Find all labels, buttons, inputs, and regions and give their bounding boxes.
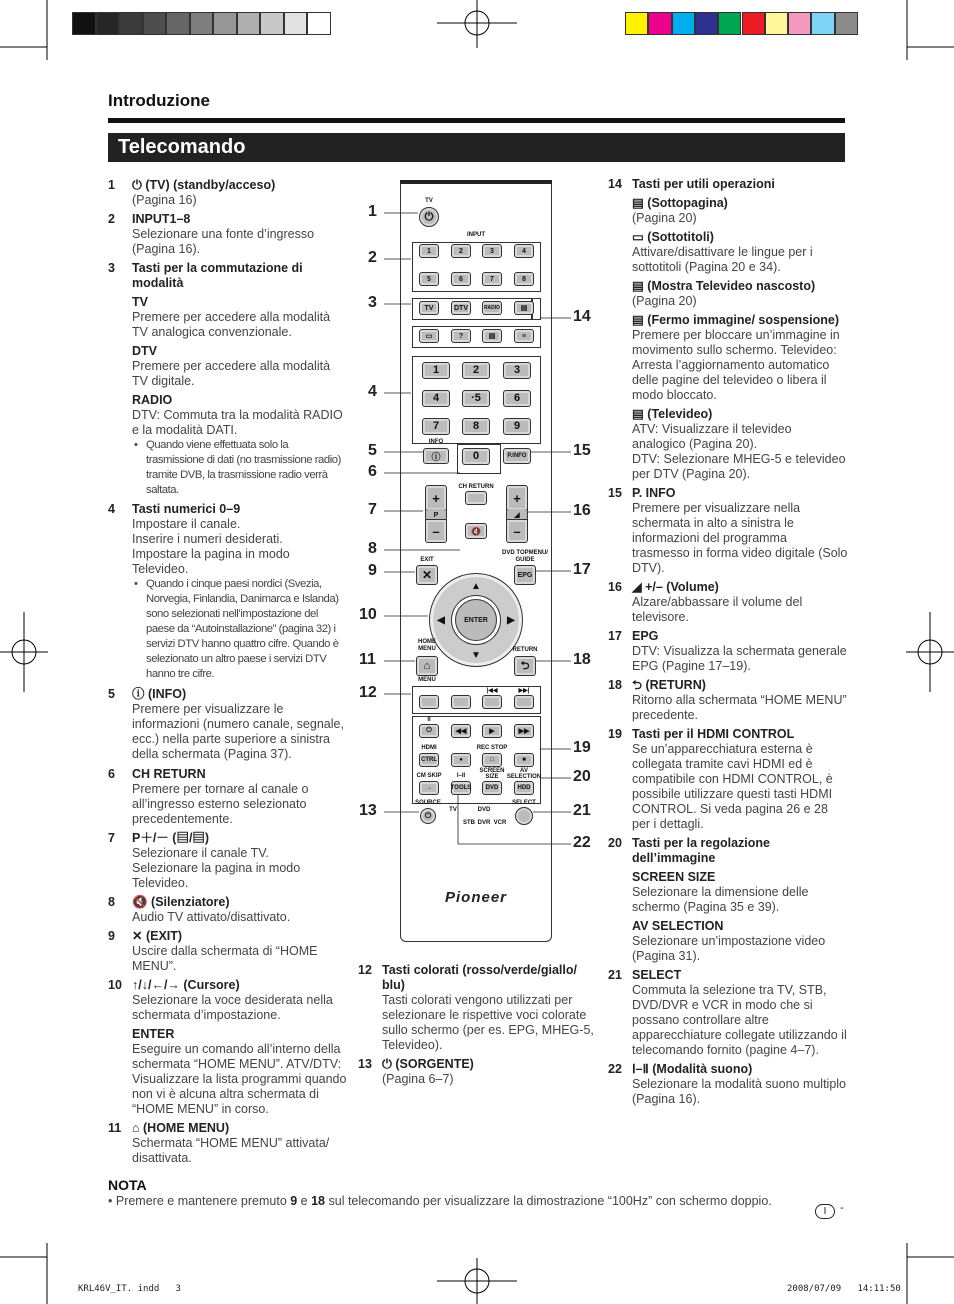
- item-title: ⏻ (SORGENTE): [382, 1057, 474, 1071]
- item-text: Selezionare la modalità suono multiplo (Pagina 16).: [632, 1077, 847, 1106]
- item-subheading: AV SELECTION: [632, 919, 724, 933]
- item-number: 22: [608, 1062, 622, 1076]
- item-number: 16: [608, 580, 622, 594]
- item-number: 11: [108, 1121, 122, 1135]
- item-title: ◢ +/– (Volume): [632, 580, 719, 594]
- remote-button-n5[interactable]: ·5: [462, 390, 490, 407]
- item-text: Selezionare la dimensione delle schermo (Pagina 35 e 39).: [632, 885, 809, 914]
- item-subheading: TV: [132, 295, 148, 309]
- remote-label-screen: SCREEN: [479, 768, 505, 774]
- remote-label-chreturn: CH RETURN: [458, 484, 494, 490]
- remote-label-hdmi: HDMI: [421, 745, 437, 751]
- item-title: SELECT: [632, 968, 682, 982]
- page-marker: I: [815, 1204, 835, 1219]
- item-text: Attivare/disattivare le lingue per i sottotitoli (Pagina 20 e 34).: [632, 245, 813, 274]
- callout-number: 7: [368, 501, 377, 518]
- item-text: Se un’apparecchiatura esterna è collegata tramite cavi HDMI ed è compatibile con HDMI CONTROL, è possibile utilizzare questi tasti HDMI CONTROL. Si veda pagina 26 e 28 per i dettagli.: [632, 742, 833, 831]
- item-number: 19: [608, 727, 622, 741]
- remote-label-stb: STB: [463, 820, 475, 826]
- remote-button-skip[interactable]: →: [419, 781, 439, 795]
- remote-button-rec[interactable]: ●: [451, 753, 471, 767]
- footer-date: 2008/07/09 14:11:50: [787, 1284, 901, 1294]
- remote-button-i5[interactable]: 5: [419, 272, 439, 286]
- remote-button-down[interactable]: ▼: [471, 649, 481, 661]
- remote-button-n4[interactable]: 4: [422, 390, 450, 407]
- item-title: 🔇 (Silenziatore): [132, 895, 230, 909]
- remote-label-info: INFO: [428, 439, 444, 445]
- item-bullet: • Quando viene effettuata solo la trasmissione di dati (no trasmissione radio) tramite DVB, la trasmissione radio verrà saltata.: [132, 438, 348, 498]
- item-number: 2: [108, 212, 115, 226]
- remote-button-tools[interactable]: TOOLS: [451, 781, 471, 795]
- callout-number: 1: [368, 203, 377, 220]
- callout-number: 20: [573, 768, 591, 785]
- item-title: Tasti per la commutazione di modalità: [132, 261, 303, 290]
- item-title: P. INFO: [632, 486, 676, 500]
- item-subheading: SCREEN SIZE: [632, 870, 716, 884]
- remote-button-i3[interactable]: 3: [482, 244, 502, 258]
- remote-label-recstop: REC STOP: [476, 745, 508, 751]
- item-subheading: ▤ (Fermo immagine/ sospensione): [632, 313, 839, 327]
- callout-number: 2: [368, 249, 377, 266]
- remote-button-hpow[interactable]: ⏻: [419, 724, 439, 738]
- remote-button-n8[interactable]: 8: [462, 418, 490, 435]
- callout-number: 19: [573, 739, 591, 756]
- item-title: ⏻ (TV) (standby/acceso): [132, 178, 276, 192]
- item-text: Inserire i numeri desiderati.: [132, 532, 283, 546]
- remote-button-text[interactable]: ≡: [514, 329, 534, 343]
- remote-button-hold[interactable]: ▤: [482, 329, 502, 343]
- item-number: 4: [108, 502, 115, 516]
- item-number: 18: [608, 678, 622, 692]
- remote-button-i7[interactable]: 7: [482, 272, 502, 286]
- remote-button-i6[interactable]: 6: [451, 272, 471, 286]
- item-number: 7: [108, 831, 115, 845]
- remote-button-right[interactable]: ▶: [507, 614, 515, 626]
- remote-button-ff[interactable]: ▶▶: [514, 724, 534, 738]
- item-text: Selezionare il canale TV.: [132, 846, 269, 860]
- item-text: Selezionare la voce desiderata nella schermata d’impostazione.: [132, 993, 333, 1022]
- remote-label-menu1: MENU: [418, 646, 436, 652]
- remote-label-cmskip: CM SKIP: [416, 773, 442, 779]
- remote-button-i8[interactable]: 8: [514, 272, 534, 286]
- item-title: Ⅰ–Ⅱ (Modalità suono): [632, 1062, 753, 1076]
- page-dash: -: [840, 1202, 844, 1214]
- item-text: Commuta la selezione tra TV, STB, DVD/DVR e VCR in modo che si possano controllare altre apparecchiature collegate utilizzando il telecomando fornito (pagine 4–7).: [632, 983, 847, 1057]
- item-number: 9: [108, 929, 115, 943]
- item-number: 8: [108, 895, 115, 909]
- section-heading: Introduzione: [108, 91, 210, 110]
- item-number: 10: [108, 978, 122, 992]
- remote-button-ctrl[interactable]: CTRL: [419, 753, 439, 767]
- item-title: Tasti per il HDMI CONTROL: [632, 727, 795, 741]
- remote-button-subpage[interactable]: ▤: [514, 301, 534, 315]
- item-subheading: ▤ (Mostra Televideo nascosto): [632, 279, 816, 293]
- item-number: 15: [608, 486, 622, 500]
- remote-button-n7[interactable]: 7: [422, 418, 450, 435]
- remote-label-dvdtop: DVD TOPMENU/: [502, 550, 548, 556]
- remote-label-input: INPUT: [467, 232, 485, 238]
- item-title: ⓘ (INFO): [132, 687, 187, 701]
- item-text: Audio TV attivato/disattivato.: [132, 910, 291, 924]
- remote-label-prev: |◀◀: [486, 688, 498, 694]
- item-text: DTV: Visualizza la schermata generale EPG (Pagine 17–19).: [632, 644, 847, 673]
- remote-button-play[interactable]: ▶: [482, 724, 502, 738]
- remote-button-n3[interactable]: 3: [503, 362, 531, 379]
- remote-label-vcr: VCR: [493, 820, 507, 826]
- item-title: Tasti colorati (rosso/verde/giallo/ blu): [382, 963, 577, 992]
- item-bullet: • Quando i cinque paesi nordici (Svezia, Norvegia, Finlandia, Danimarca e Islanda) sono selezionati nell’impostazione del paese da “Autoinstallazione” (pagina 32) i servizi DTV hanno quattro cifre. Quando è selezionato un altro paese i servizi DTV hanno tre cifre.: [132, 577, 348, 682]
- item-text: Uscire dalla schermata di “HOME MENU”.: [132, 944, 318, 973]
- remote-label-av: AV: [520, 768, 528, 774]
- item-text: Premere per accedere alla modalità TV digitale.: [132, 359, 331, 388]
- item-subheading: ▤ (Sottopagina): [632, 196, 728, 210]
- item-title: Tasti numerici 0–9: [132, 502, 241, 516]
- remote-button-stop[interactable]: ■: [514, 753, 534, 767]
- item-title: ⮌ (RETURN): [632, 678, 706, 692]
- item-text: Premere per bloccare un’immagine in movimento sullo schermo. Televideo: Arresta l’aggiornamento automatico delle pagine del televideo o libera il modo bloccato.: [632, 328, 840, 402]
- nota-text: • Premere e mantenere premuto 9 e 18 sul telecomando per visualizzare la dimostrazione “100Hz” con schermo doppio.: [108, 1194, 772, 1208]
- item-text: (Pagina 20): [632, 294, 697, 308]
- item-number: 3: [108, 261, 115, 275]
- remote-label-select: SELECT: [512, 800, 536, 806]
- remote-button-up[interactable]: ▲: [471, 580, 481, 592]
- remote-button-exit[interactable]: ✕: [416, 565, 438, 585]
- callout-number: 4: [368, 383, 377, 400]
- item-number: 13: [358, 1057, 372, 1071]
- remote-button-subtitle[interactable]: ▭: [419, 329, 439, 343]
- callout-number: 12: [359, 684, 377, 701]
- remote-button-pinfo[interactable]: P.INFO: [503, 448, 531, 464]
- remote-button-hdd[interactable]: HDD: [514, 781, 534, 795]
- item-title: Tasti per la regolazione dell’immagine: [632, 836, 771, 865]
- callout-number: 22: [573, 834, 591, 851]
- remote-label-source: SOURCE: [415, 800, 441, 806]
- item-title: CH RETURN: [132, 767, 206, 781]
- page-title: Telecomando: [108, 133, 845, 162]
- remote-button-radio[interactable]: RADIO: [482, 301, 502, 315]
- item-number: 17: [608, 629, 622, 643]
- item-title: ✕ (EXIT): [132, 929, 183, 943]
- item-title: EPG: [632, 629, 659, 643]
- remote-button-i2[interactable]: 2: [451, 244, 471, 258]
- item-text: (Pagina 20): [632, 211, 697, 225]
- item-text: Eseguire un comando all’interno della schermata “HOME MENU”. ATV/DTV: Visualizzare la lista programmi quando non vi è alcuna altra schermata di “HOME MENU” in corso.: [132, 1042, 347, 1116]
- item-text: (Pagina 6–7): [382, 1072, 454, 1086]
- remote-label-exit: EXIT: [420, 557, 434, 563]
- item-subheading: ▤ (Televideo): [632, 407, 713, 421]
- item-number: 1: [108, 178, 115, 192]
- item-text: ATV: Visualizzare il televideo analogico (Pagina 20).: [632, 422, 792, 451]
- remote-button-recstop[interactable]: □: [482, 753, 502, 767]
- remote-label-i2: I–II: [456, 773, 466, 779]
- remote-button-p[interactable]: P: [425, 509, 447, 521]
- item-text: Premere per tornare al canale o all’ingresso esterno selezionato precedentemente.: [132, 782, 309, 826]
- remote-button-info[interactable]: ⓘ: [423, 448, 449, 464]
- callout-number: 8: [368, 540, 377, 557]
- item-text: Schermata “HOME MENU” attivata/ disattivata.: [132, 1136, 330, 1165]
- remote-button-vol[interactable]: ◢: [506, 509, 528, 521]
- callout-number: 10: [359, 606, 377, 623]
- remote-button-tv[interactable]: TV: [419, 301, 439, 315]
- item-number: 14: [608, 177, 622, 191]
- remote-button-dtv[interactable]: DTV: [451, 301, 471, 315]
- callout-number: 11: [359, 651, 376, 668]
- remote-button-i4[interactable]: 4: [514, 244, 534, 258]
- remote-button-home[interactable]: ⌂: [416, 656, 438, 676]
- remote-button-i1[interactable]: 1: [419, 244, 439, 258]
- nota-heading: NOTA: [108, 1177, 147, 1193]
- callout-number: 21: [573, 802, 591, 819]
- item-title: ⌂ (HOME MENU): [132, 1121, 230, 1135]
- item-subheading: RADIO: [132, 393, 173, 407]
- item-text: DTV: Commuta tra la modalità RADIO e la modalità DATI.: [132, 408, 343, 437]
- item-subheading: ENTER: [132, 1027, 175, 1041]
- remote-button-ret[interactable]: ⮌: [514, 656, 536, 676]
- brand-logo: Pioneer: [444, 889, 508, 906]
- item-subheading: DTV: [132, 344, 157, 358]
- remote-button-rew[interactable]: ◀◀: [451, 724, 471, 738]
- item-number: 20: [608, 836, 622, 850]
- item-text: Impostare il canale.: [132, 517, 241, 531]
- callout-number: 17: [573, 561, 591, 578]
- remote-button-n1[interactable]: 1: [422, 362, 450, 379]
- callout-number: 9: [368, 562, 377, 579]
- remote-label-menu2: MENU: [418, 677, 436, 683]
- callout-number: 6: [368, 463, 377, 480]
- item-text: Premere per accedere alla modalità TV analogica convenzionale.: [132, 310, 331, 339]
- callout-number: 13: [359, 802, 377, 819]
- item-text: Selezionare una fonte d’ingresso (Pagina 16).: [132, 227, 315, 256]
- callout-number: 16: [573, 502, 591, 519]
- item-number: 21: [608, 968, 622, 982]
- item-title: INPUT1–8: [132, 212, 191, 226]
- remote-button-reveal[interactable]: ?: [451, 329, 471, 343]
- item-text: Premere per visualizzare nella schermata in alto a sinistra le informazioni del programma trasmesso in forma video digitale (Solo DTV).: [632, 501, 848, 575]
- remote-label-tv2: TV: [449, 807, 457, 813]
- item-text: DTV: Selezionare MHEG-5 e televideo per DTV (Pagina 20).: [632, 452, 846, 481]
- item-text: (Pagina 16): [132, 193, 197, 207]
- item-text: Selezionare la pagina in modo Televideo.: [132, 861, 301, 890]
- remote-button-pminus[interactable]: –: [425, 519, 447, 543]
- remote-button-n9[interactable]: 9: [503, 418, 531, 435]
- item-text: Ritorno alla schermata “HOME MENU” precedente.: [632, 693, 847, 722]
- remote-label-dvd: DVD: [477, 807, 491, 813]
- remote-button-left[interactable]: ◀: [437, 614, 445, 626]
- remote-button-dvd[interactable]: DVD: [482, 781, 502, 795]
- item-text: Impostare la pagina in modo Televideo.: [132, 547, 290, 576]
- item-number: 5: [108, 687, 115, 701]
- remote-button-n2[interactable]: 2: [462, 362, 490, 379]
- item-title: ↑/↓/←/→ (Cursore): [132, 978, 240, 992]
- remote-label-return: RETURN: [512, 647, 538, 653]
- remote-button-epg[interactable]: EPG: [514, 565, 536, 585]
- remote-label-dvr: DVR: [477, 820, 491, 826]
- remote-label-size: SIZE: [485, 774, 499, 780]
- remote-button-n0[interactable]: 0: [462, 448, 490, 465]
- remote-label-tv: TV: [425, 198, 433, 204]
- item-number: 12: [358, 963, 372, 977]
- item-number: 6: [108, 767, 115, 781]
- remote-button-mute[interactable]: 🔇: [465, 523, 487, 539]
- remote-button-n6[interactable]: 6: [503, 390, 531, 407]
- remote-button-vplus[interactable]: +: [506, 485, 528, 511]
- callout-number: 14: [573, 308, 591, 325]
- remote-button-power[interactable]: ⏻: [419, 207, 439, 227]
- item-text: Premere per visualizzare le informazioni (numero canale, segnale, ecc.) nella parte superiore a sinistra della schermata (Pagina 37).: [132, 702, 344, 761]
- footer-file: KRL46V_IT. indd 3: [78, 1284, 181, 1294]
- remote-label-pause: II: [427, 717, 431, 723]
- callout-number: 15: [573, 442, 591, 459]
- item-title: Tasti per utili operazioni: [632, 177, 775, 191]
- remote-label-selection: SELECTION: [506, 774, 542, 780]
- remote-label-guide: GUIDE: [515, 557, 535, 563]
- callout-number: 18: [573, 651, 591, 668]
- item-text: Alzare/abbassare il volume del televisore.: [632, 595, 803, 624]
- remote-button-enter[interactable]: ENTER: [455, 599, 497, 641]
- remote-label-next: ▶▶|: [518, 688, 530, 694]
- item-text: Tasti colorati vengono utilizzati per selezionare le rispettive voci colorate sullo schermo (per es. EPG, MHEG-5, Televideo).: [382, 993, 594, 1052]
- remote-button-vminus[interactable]: –: [506, 519, 528, 543]
- callout-number: 5: [368, 442, 377, 459]
- item-subheading: ▭ (Sottotitoli): [632, 230, 714, 244]
- callout-number: 3: [368, 294, 377, 311]
- remote-button-source[interactable]: ⏻: [420, 808, 436, 824]
- item-title: P＋/－ (▤/▤): [132, 831, 210, 845]
- remote-label-home: HOME: [418, 639, 436, 645]
- remote-button-pplus[interactable]: +: [425, 485, 447, 511]
- item-text: Selezionare un’impostazione video (Pagina 31).: [632, 934, 826, 963]
